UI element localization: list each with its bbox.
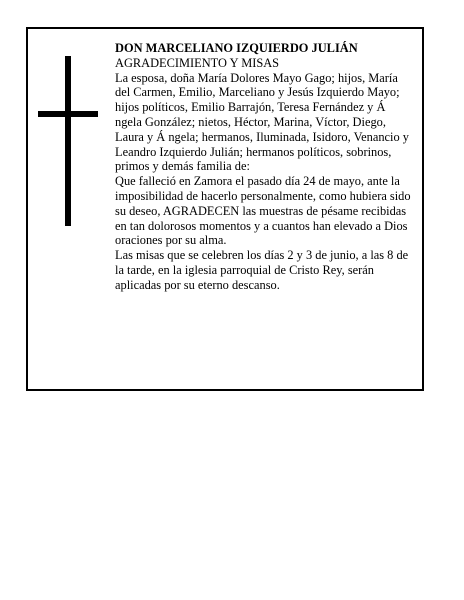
obituary-notice: [26, 27, 424, 391]
cross-horizontal-bar: [38, 111, 98, 117]
cross-vertical-bar: [65, 56, 71, 226]
notice-heading: AGRADECIMIENTO Y MISAS: [115, 55, 280, 70]
thanks-paragraph: Que falleció en Zamora el pasado día 24 de mayo, ante la imposibilidad de hacerlo personalmente, como hubiera sido su deseo, AGRADECEN las muestras de pésame recibidas en tan dolorosos momentos y a cuantos han elevado a Dios oraciones por su alma.: [115, 174, 411, 248]
cross-icon: [38, 56, 98, 226]
deceased-name: DON MARCELIANO IZQUIERDO JULIÁN: [115, 41, 358, 55]
family-paragraph: La esposa, doña María Dolores Mayo Gago; hijos, María del Carmen, Emilio, Marceliano y Jesús Izquierdo Mayo; hijos políticos, Emilio Barrajón, Teresa Fernández y Á ngela González; nietos, Héctor, Marina, Víctor, Diego, Laura y Á ngela; hermanos, Iluminada, Isidoro, Venancio y Leandro Izquierdo Julián; hermanos políticos, sobrinos, primos y demás familia de:: [115, 70, 409, 174]
notice-text: [115, 41, 415, 293]
masses-paragraph: Las misas que se celebren los días 2 y 3 de junio, a las 8 de la tarde, en la iglesia parroquial de Cristo Rey, serán aplicadas por su eterno descanso.: [115, 248, 409, 292]
